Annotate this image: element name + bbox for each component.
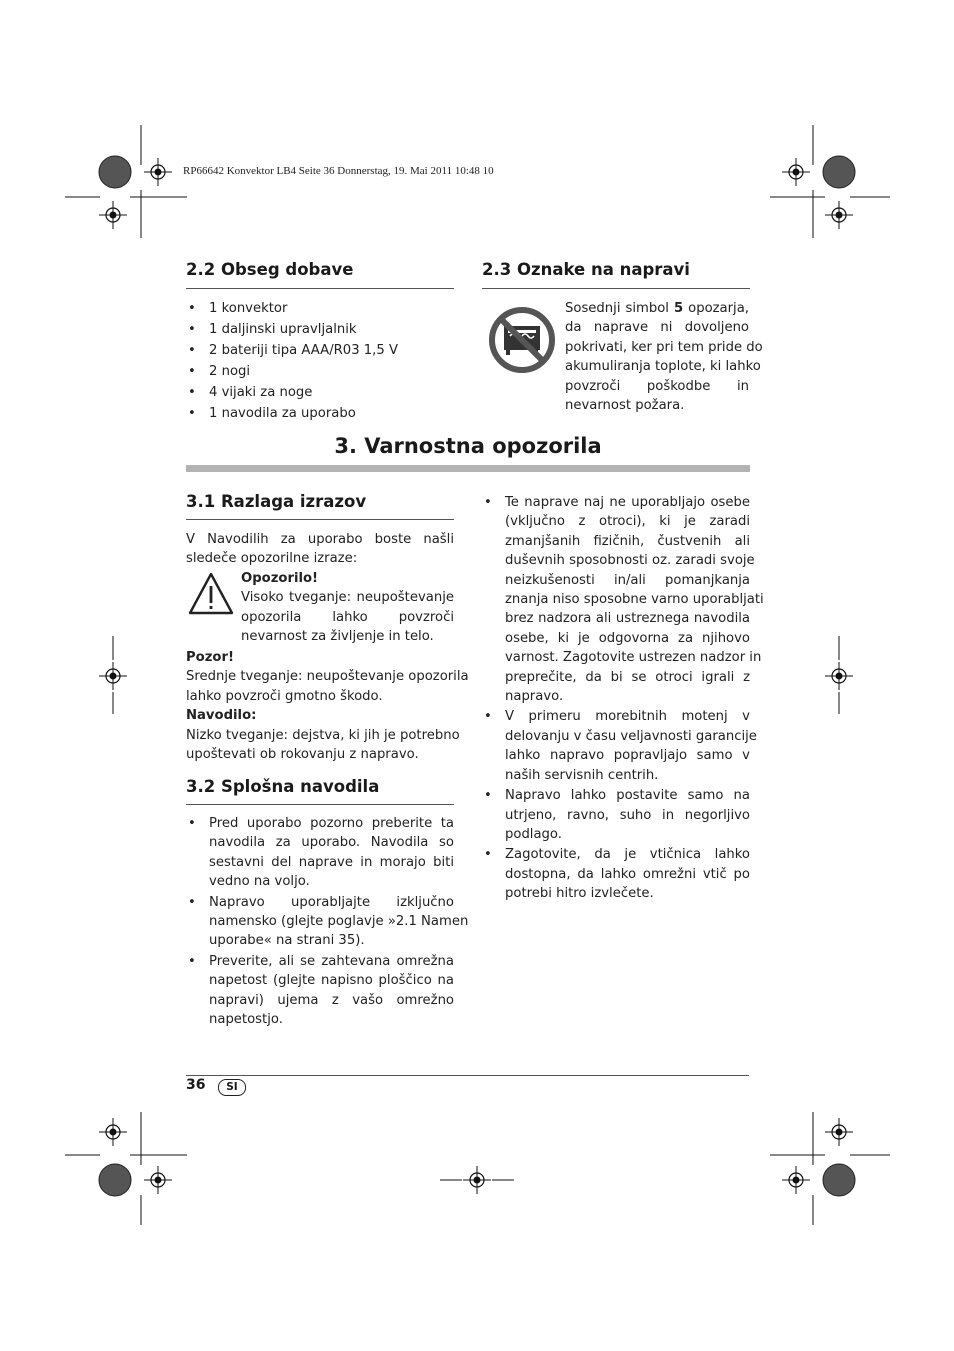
- registration-cross-mark: [99, 201, 127, 229]
- registration-cross-mark: [825, 662, 853, 690]
- section-2-2-heading: 2.2 Obseg dobave: [186, 260, 354, 279]
- footer-rule: [186, 1075, 749, 1076]
- registration-star-mark: [99, 156, 131, 188]
- registration-cross-mark: [144, 158, 172, 186]
- section-divider: [482, 288, 750, 289]
- note-title: Navodilo:: [186, 708, 257, 724]
- print-info-line: RP66642 Konvektor LB4 Seite 36 Donnerstag, 19. Mai 2011 10:48 10: [183, 165, 494, 177]
- registration-cross-mark: [782, 1166, 810, 1194]
- symbol-description-line: akumuliranja toplote, ki lahko: [565, 359, 761, 375]
- registration-cross-mark: [99, 662, 127, 690]
- section-3-2-heading: 3.2 Splošna navodila: [186, 777, 380, 796]
- section-divider: [186, 519, 454, 520]
- delivery-list: [186, 299, 454, 424]
- warning-triangle-icon: [186, 570, 236, 618]
- section-divider: [186, 804, 454, 805]
- symbol-description-line: da naprave ni dovoljeno: [565, 320, 749, 336]
- symbol-description-line: pokrivati, ker pri tem pride do: [565, 339, 763, 355]
- list-item: • Te naprave naj ne uporabljajo osebe (vključno z otroci), ki je zaradi zmanjšanih fizičnih, čustvenih ali duševnih sposobnosti oz. zaradi svoje neizkušenosti in/ali pomanjkanja znanja niso sposobne varno uporabljati brez nadzora ali ustreznega navodila osebe, ki je odgovorna za njihovo varnost. Zagotovite ustrezen nadzor in preprečite, da bi se otroci igrali z napravo.: [482, 493, 750, 706]
- section-2-3-heading: 2.3 Oznake na napravi: [482, 260, 690, 279]
- registration-cross-mark: [463, 1166, 491, 1194]
- list-item: • 1 konvektor: [186, 299, 454, 318]
- list-item: • 1 navodila za uporabo: [186, 404, 454, 423]
- registration-cross-mark: [825, 201, 853, 229]
- warning-block: Opozorilo! Visoko tveganje: neupoštevanje opozorila lahko povzroči nevarnost za življenje in telo.: [241, 571, 454, 645]
- chapter-title-bar: [186, 465, 750, 472]
- list-item: • V primeru morebitnih motenj v delovanju v času veljavnosti garancije lahko napravo popravljajo samo v naših servisnih centrih.: [482, 707, 750, 785]
- list-item: • Zagotovite, da je vtičnica lahko dostopna, da lahko omrežni vtič po potrebi hitro izvlečete.: [482, 845, 750, 903]
- country-code-label: SI: [226, 1081, 238, 1093]
- do-not-cover-symbol-icon: [484, 304, 560, 376]
- list-item: • Preverite, ali se zahtevana omrežna napetost (glejte napisno ploščico na napravi) ujema z vašo omrežno napetostjo.: [186, 952, 454, 1030]
- list-item: • Pred uporabo pozorno preberite ta navodila za uporabo. Navodila so sestavni del naprave in morajo biti vedno na voljo.: [186, 814, 454, 892]
- registration-cross-mark: [144, 1166, 172, 1194]
- list-item: • 1 daljinski upravljalnik: [186, 320, 454, 339]
- list-item: • 2 nogi: [186, 362, 454, 381]
- terms-intro: V Navodilih za uporabo boste našli sledeče opozorilne izraze:: [186, 532, 454, 567]
- list-item: • Napravo uporabljajte izključno namensko (glejte poglavje »2.1 Namen uporabe« na strani 35).: [186, 893, 454, 951]
- list-item: • 4 vijaki za noge: [186, 383, 454, 402]
- registration-star-mark: [823, 1164, 855, 1196]
- list-item: • 2 bateriji tipa AAA/R03 1,5 V: [186, 341, 454, 360]
- caution-block: Pozor! Srednje tveganje: neupoštevanje opozorila lahko povzroči gmotno škodo. Navodilo: Nizko tveganje: dejstva, ki jih je potrebno upoštevati ob rokovanju z napravo.: [186, 650, 469, 763]
- registration-star-mark: [823, 156, 855, 188]
- general-instructions-list: [186, 814, 469, 1029]
- registration-cross-mark: [825, 1118, 853, 1146]
- section-3-1-heading: 3.1 Razlaga izrazov: [186, 492, 367, 511]
- symbol-description-line: Sosednji simbol 5 opozarja,: [565, 301, 749, 316]
- warning-title: Opozorilo!: [241, 571, 319, 586]
- page-number: 36: [186, 1077, 206, 1093]
- list-item: • Napravo lahko postavite samo na utrjeno, ravno, suho in negorljivo podlago.: [482, 786, 750, 844]
- registration-cross-mark: [782, 158, 810, 186]
- caution-title: Pozor!: [186, 650, 234, 665]
- symbol-number: 5: [673, 301, 684, 316]
- symbol-description: [565, 299, 763, 415]
- symbol-description-line: povzroči poškodbe in: [565, 378, 749, 394]
- symbol-description-line: nevarnost požara.: [565, 398, 685, 414]
- country-code-badge: [218, 1079, 246, 1096]
- section-divider: [186, 288, 454, 289]
- chapter-title: 3. Varnostna opozorila: [334, 434, 602, 458]
- registration-star-mark: [99, 1164, 131, 1196]
- safety-list: [482, 493, 764, 904]
- registration-cross-mark: [99, 1118, 127, 1146]
